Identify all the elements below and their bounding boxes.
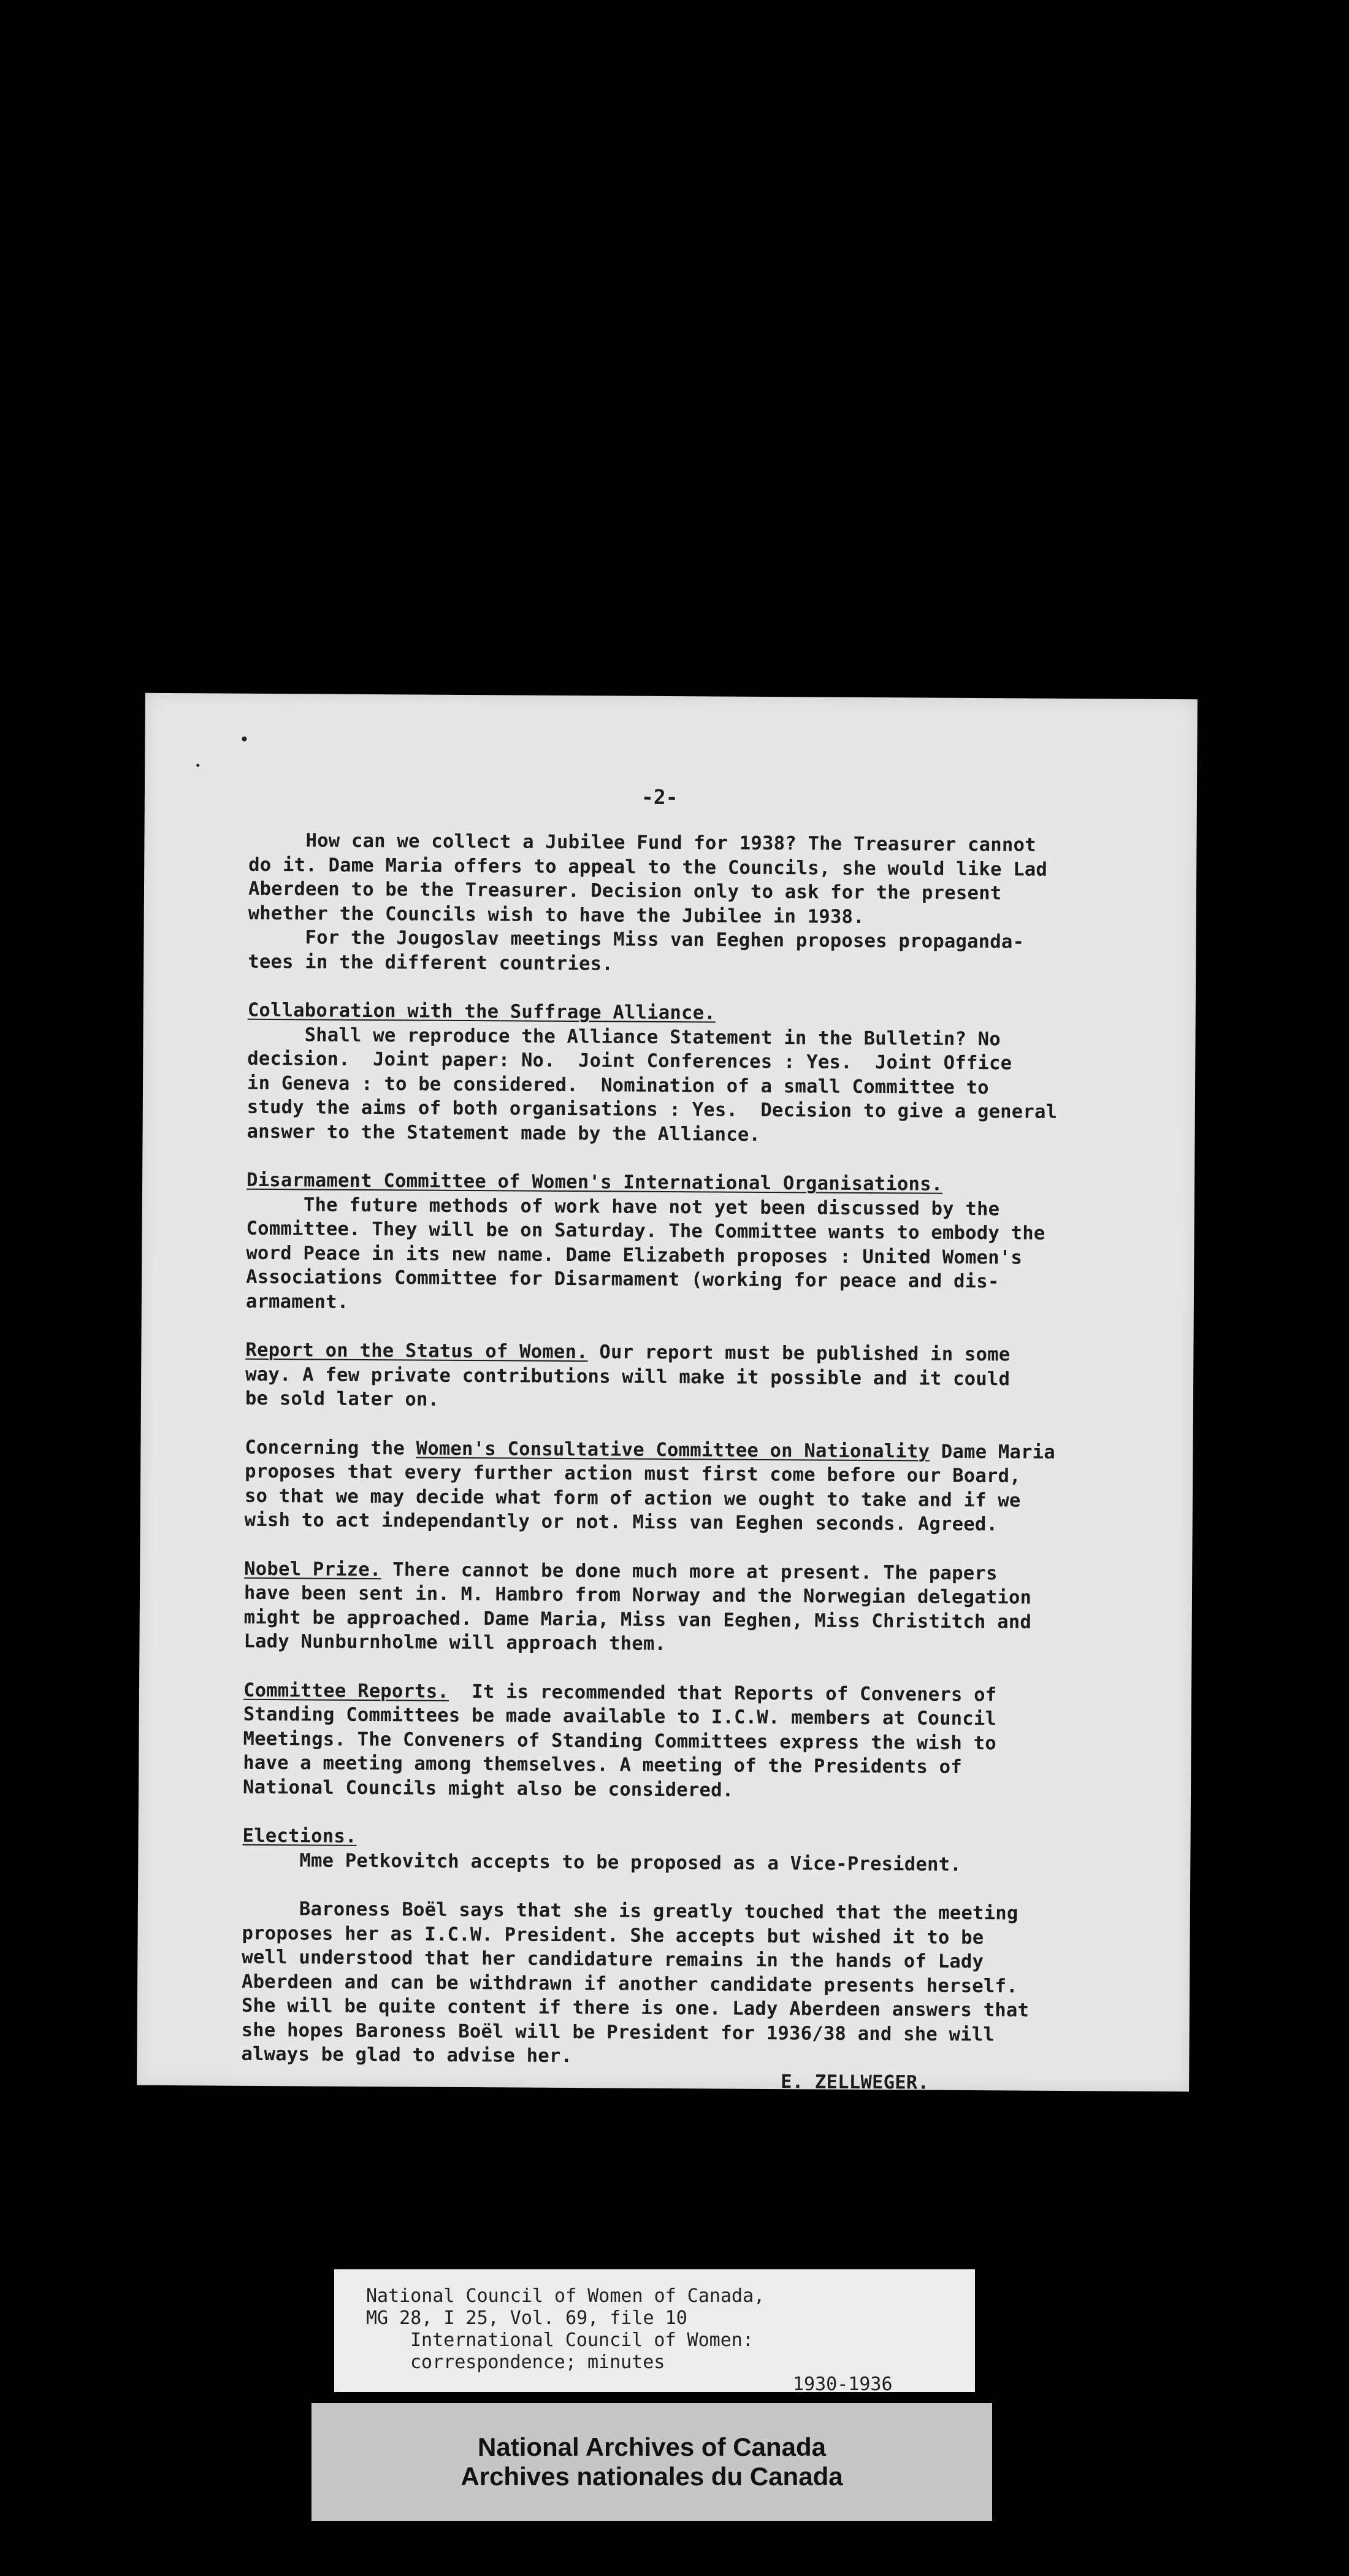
collaboration-body: Shall we reproduce the Alliance Statement in the Bulletin? No decision. Joint paper: No. Joint Conferences : Yes. Joint Office in Geneva : to be considered. Nomination of a small Committee to study the aims of both organisations : Yes. Decision to give a general answer to the Statement made by the Alliance. bbox=[246, 1024, 1058, 1146]
section-status-of-women bbox=[245, 1338, 1166, 1417]
section-nobel-prize bbox=[243, 1557, 1164, 1659]
ink-speck bbox=[242, 737, 246, 742]
ink-speck bbox=[196, 764, 199, 767]
status-heading: Report on the Status of Women. bbox=[245, 1339, 588, 1363]
archives-name-french: Archives nationales du Canada bbox=[460, 2462, 843, 2491]
nobel-heading: Nobel Prize. bbox=[244, 1558, 381, 1581]
section-collaboration bbox=[246, 999, 1167, 1149]
nobel-body: There cannot be done much more at present. The papers have been sent in. M. Hambro from Norway and the Norwegian delegation might be approached. Dame Maria, Miss van Eeghen, Miss Christitch and Lady Nunburnholme will approach them. bbox=[243, 1558, 1032, 1655]
section-committee-reports bbox=[243, 1678, 1163, 1805]
collaboration-heading: Collaboration with the Suffrage Alliance. bbox=[247, 999, 716, 1024]
paragraph-jubilee-fund: How can we collect a Jubilee Fund for 1938? The Treasurer cannot do it. Dame Maria offers to appeal to the Councils, she would like Lad Aberdeen to be the Treasurer. Decision only to ask for the present whether the Councils wish to have the Jubilee in 1938. bbox=[248, 829, 1048, 928]
citation-file-title: International Council of Women: bbox=[410, 2329, 754, 2351]
archival-citation-card bbox=[334, 2269, 975, 2395]
disarmament-body: The future methods of work have not yet been discussed by the Committee. They will be on Saturday. The Committee wants to embody the word Peace in its new name. Dame Elizabeth proposes : United Women's Associations Committee for Disarmament (working for peace and dis- armament. bbox=[245, 1194, 1045, 1313]
section-elections bbox=[242, 1824, 1162, 1878]
committee-body: It is recommended that Reports of Conveners of Standing Committees be made available to I.C.W. members at Council Meetings. The Conveners of Standing Committees express the wish to have a meeting among themselves. A meeting of the Presidents of National Councils might also be considered. bbox=[242, 1681, 997, 1801]
minutes-text bbox=[241, 829, 1169, 2096]
committee-heading: Committee Reports. bbox=[243, 1679, 449, 1703]
archives-name-english: National Archives of Canada bbox=[478, 2432, 826, 2461]
nationality-body: Dame Maria proposes that every further action must first come before our Board, so that we may decide what form of action we ought to take and if we wish to act independantly or not. Miss van Eeghen seconds. Agreed. bbox=[244, 1441, 1056, 1536]
citation-reference: MG 28, I 25, Vol. 69, file 10 bbox=[366, 2307, 687, 2329]
citation-fonds: National Council of Women of Canada, bbox=[366, 2285, 765, 2307]
citation-dates: 1930-1936 bbox=[793, 2374, 893, 2395]
citation-file-subtitle: correspondence; minutes bbox=[410, 2352, 665, 2373]
elections-body: Mme Petkovitch accepts to be proposed as a Vice-President. bbox=[242, 1849, 962, 1876]
section-nationality bbox=[245, 1435, 1165, 1538]
paragraph-baroness-boel: Baroness Boël says that she is greatly touched that the meeting proposes her as I.C.W. President. She accepts but wished it to be well understood that her candidature remains in the hands of Lady Aberdeen and can be withdrawn if another candidate presents herself. She will be quite content if there is one. Lady Aberdeen answers that she hopes Baroness Boël will be President for 1936/38 and she will always be glad to advise her. bbox=[241, 1898, 1030, 2068]
document-page bbox=[137, 693, 1198, 2094]
elections-heading: Elections. bbox=[242, 1825, 357, 1847]
section-disarmament bbox=[246, 1168, 1166, 1319]
signature: E. ZELLWEGER. bbox=[781, 2071, 930, 2094]
nationality-heading: Women's Consultative Committee on Nationality bbox=[416, 1438, 930, 1463]
page-number: -2- bbox=[641, 784, 678, 810]
nationality-prefix: Concerning the bbox=[245, 1436, 416, 1460]
disarmament-heading: Disarmament Committee of Women's International Organisations. bbox=[246, 1169, 943, 1195]
status-body: Our report must be published in some way. A few private contributions will make it possible and it could be sold later on. bbox=[245, 1341, 1011, 1411]
paragraph-jougoslav: For the Jougoslav meetings Miss van Eeghen proposes propaganda- tees in the different countries. bbox=[248, 926, 1025, 975]
archives-banner bbox=[311, 2403, 992, 2521]
